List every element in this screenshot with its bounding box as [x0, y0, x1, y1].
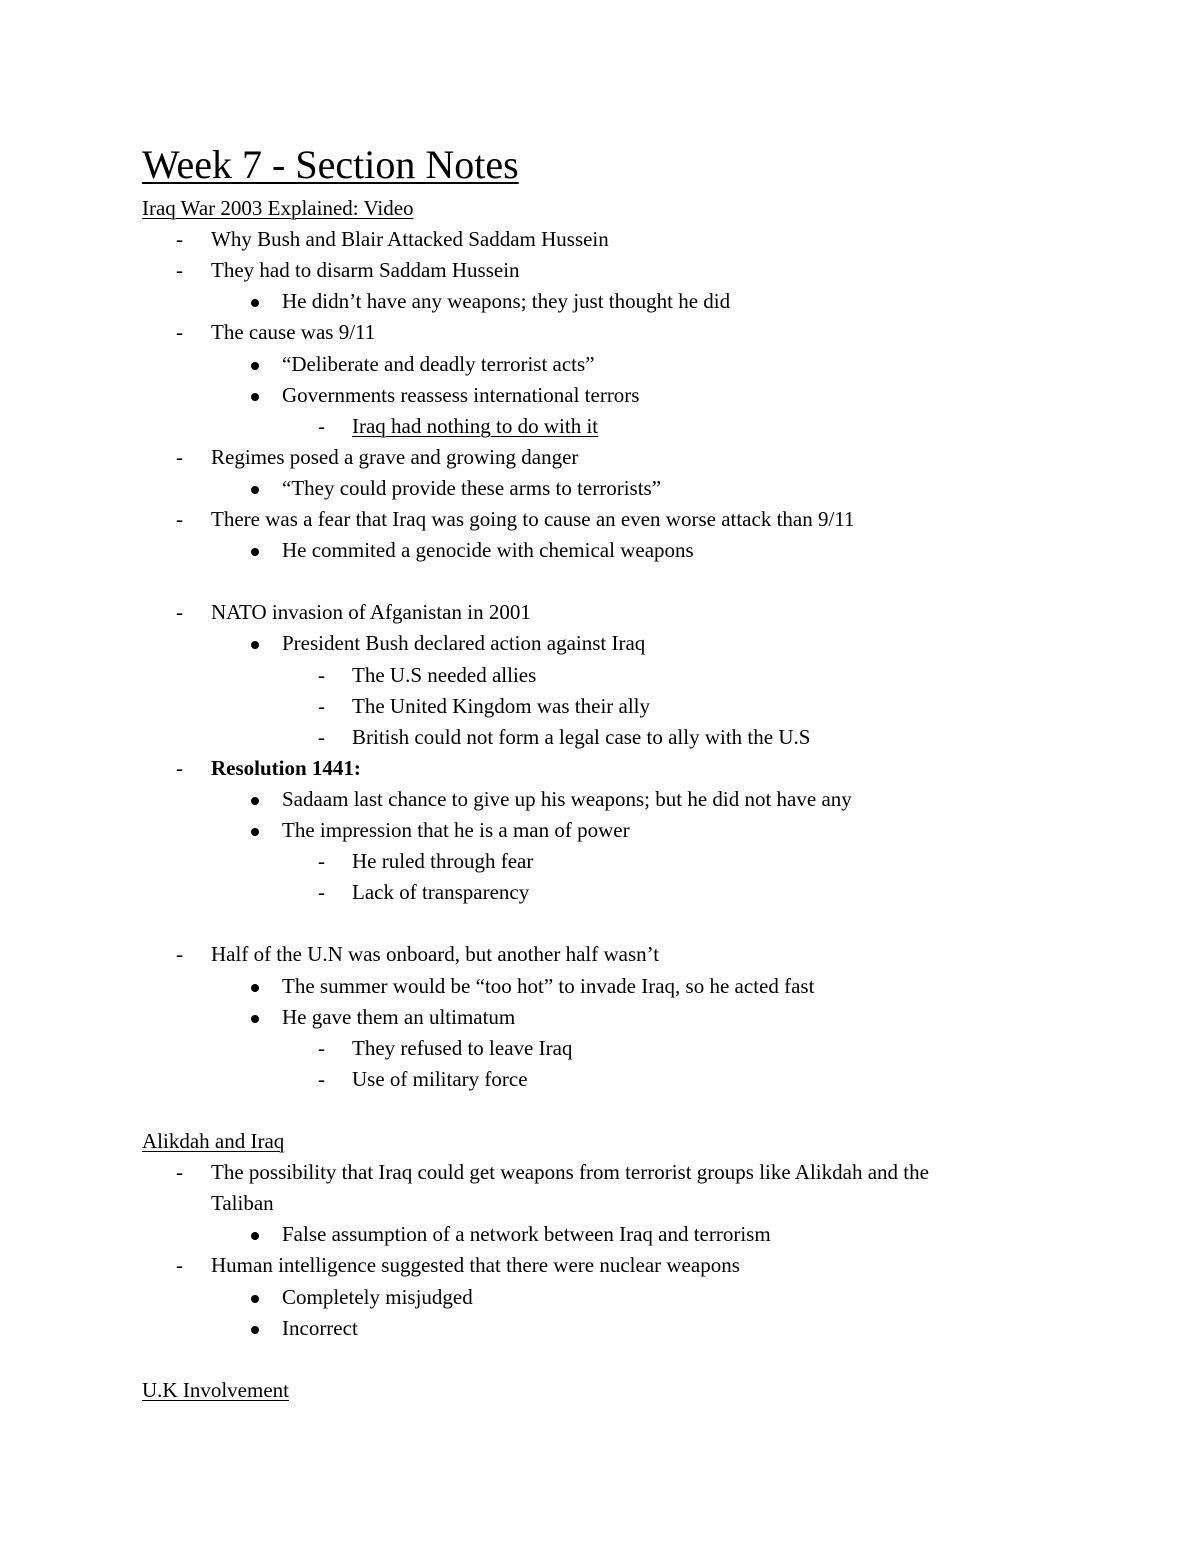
list-item-text: The possibility that Iraq could get weapons from terrorist groups like Alikdah and the — [211, 1160, 929, 1185]
bullet-dot — [251, 548, 259, 556]
bullet-dot — [251, 1015, 259, 1023]
bullet-dash: - — [176, 227, 183, 252]
list-item-text: Why Bush and Blair Attacked Saddam Hussein — [211, 227, 609, 252]
list-item-text: Incorrect — [282, 1315, 358, 1340]
list-item-text: Half of the U.N was onboard, but another half wasn’t — [211, 942, 660, 967]
list-item-text: There was a fear that Iraq was going to cause an even worse attack than 9/11 — [211, 507, 855, 531]
section-heading: U.K Involvement — [142, 1377, 289, 1402]
list-item-text: The United Kingdom was their ally — [352, 693, 651, 718]
list-item-text: Use of military force — [352, 1066, 528, 1091]
bullet-dot — [251, 486, 259, 494]
bullet-dash: - — [176, 755, 183, 780]
bullet-dot — [251, 362, 259, 370]
bullet-dash: - — [318, 662, 325, 687]
list-item-text: Taliban — [211, 1191, 274, 1216]
list-item-text: They had to disarm Saddam Hussein — [211, 258, 520, 283]
list-item-text: NATO invasion of Afganistan in 2001 — [211, 600, 531, 625]
bullet-dash: - — [176, 1253, 183, 1278]
list-item-text: Lack of transparency — [352, 880, 530, 905]
page-title: Week 7 - Section Notes — [142, 142, 519, 187]
bullet-dash: - — [176, 1160, 183, 1185]
bullet-dot — [251, 1232, 259, 1240]
list-item-text: The cause was 9/11 — [211, 320, 376, 345]
bullet-dot — [251, 393, 259, 401]
bullet-dot — [251, 299, 259, 307]
bullet-dash: - — [176, 600, 183, 625]
list-item-text: The impression that he is a man of power — [282, 818, 630, 842]
list-item-text: “Deliberate and deadly terrorist acts” — [282, 351, 595, 376]
list-item-text: He didn’t have any weapons; they just thought he did — [282, 289, 731, 314]
bullet-dash: - — [176, 507, 183, 531]
list-item-text: “They could provide these arms to terrorists” — [282, 475, 662, 500]
list-item-text: False assumption of a network between Iraq and terrorism — [282, 1222, 771, 1247]
list-item-text: Iraq had nothing to do with it — [352, 413, 599, 438]
bullet-dash: - — [318, 1066, 325, 1091]
list-item-text: The summer would be “too hot” to invade Iraq, so he acted fast — [282, 973, 815, 998]
section-heading: Iraq War 2003 Explained: Video — [142, 196, 414, 220]
list-item-text: He ruled through fear — [352, 849, 534, 874]
list-item-text: Governments reassess international terrors — [282, 382, 640, 407]
list-item-text: British could not form a legal case to ally with the U.S — [352, 724, 811, 749]
bullet-dash: - — [318, 880, 325, 905]
list-item-text: President Bush declared action against Iraq — [282, 631, 646, 656]
list-item-text: He gave them an ultimatum — [282, 1004, 516, 1029]
section-heading: Alikdah and Iraq — [142, 1129, 285, 1153]
bullet-dash: - — [318, 849, 325, 874]
bullet-dash: - — [318, 724, 325, 749]
list-item-text: Completely misjudged — [282, 1284, 473, 1309]
bullet-dot — [251, 984, 259, 992]
list-item-text: Human intelligence suggested that there were nuclear weapons — [211, 1253, 740, 1278]
bullet-dash: - — [318, 693, 325, 718]
bullet-dash: - — [176, 444, 183, 469]
bullet-dash: - — [318, 1035, 325, 1060]
list-item-text: Regimes posed a grave and growing danger — [211, 444, 579, 469]
list-item-text: Sadaam last chance to give up his weapons; but he did not have any — [282, 786, 852, 811]
bullet-dot — [251, 1326, 259, 1334]
bullet-dot — [251, 797, 259, 805]
bullet-dot — [251, 641, 259, 649]
bullet-dash: - — [176, 258, 183, 283]
list-item-text: He commited a genocide with chemical weapons — [282, 538, 694, 563]
bullet-dot — [251, 828, 259, 836]
bullet-dash: - — [176, 320, 183, 345]
list-item-text: Resolution 1441: — [211, 755, 361, 780]
bullet-dot — [251, 1295, 259, 1303]
bullet-dash: - — [176, 942, 183, 967]
list-item-text: The U.S needed allies — [352, 662, 537, 687]
bullet-dash: - — [318, 413, 325, 438]
list-item-text: They refused to leave Iraq — [352, 1035, 573, 1060]
